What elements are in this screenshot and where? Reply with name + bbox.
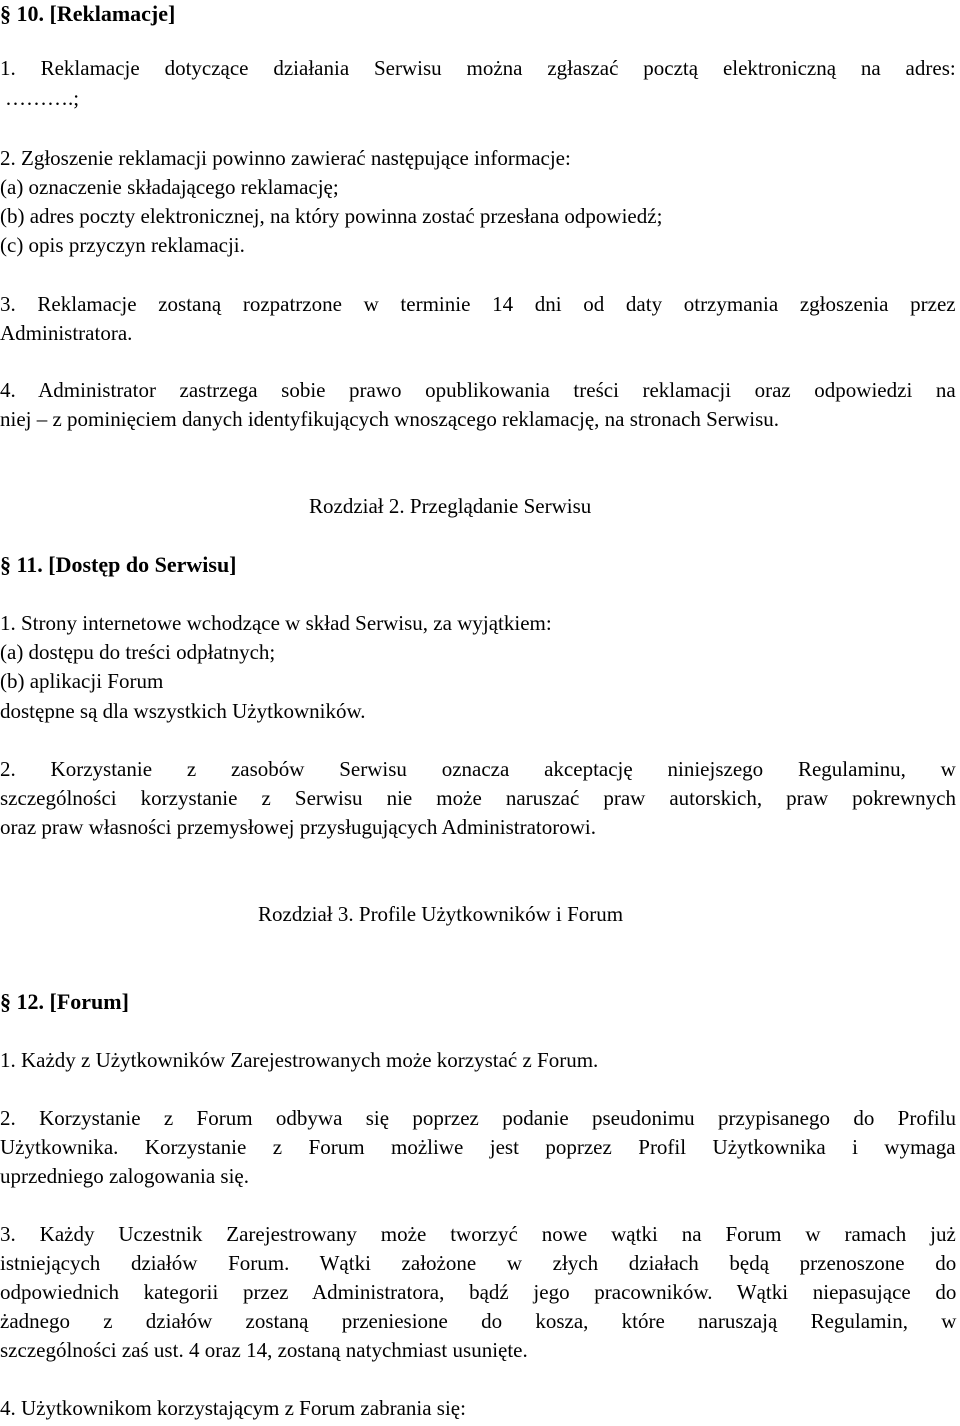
section-10-heading: § 10. [Reklamacje] — [0, 1, 176, 26]
sec10-p1-line1: 1. Reklamacje dotyczące działania Serwisu można zgłaszać pocztą elektroniczną na adres: — [0, 56, 956, 80]
section-11-heading: § 11. [Dostęp do Serwisu] — [0, 552, 237, 577]
sec11-p2-line3: oraz praw własności przemysłowej przysługujących Administratorowi. — [0, 815, 597, 839]
sec12-p3-line5: szczególności zaś ust. 4 oraz 14, zostaną natychmiast usunięte. — [0, 1338, 528, 1362]
sec10-p2-item-c: (c) opis przyczyn reklamacji. — [0, 233, 245, 257]
sec10-p3-line1: 3. Reklamacje zostaną rozpatrzone w terminie 14 dni od daty otrzymania zgłoszenia przez — [0, 292, 956, 316]
sec11-p2-line1: 2. Korzystanie z zasobów Serwisu oznacza akceptację niniejszego Regulaminu, w — [0, 757, 956, 781]
sec11-p1-line1: 1. Strony internetowe wchodzące w skład Serwisu, za wyjątkiem: — [0, 611, 552, 635]
sec12-p3-line3: odpowiednich kategorii przez Administratora, bądź jego pracowników. Wątki niepasujące do — [0, 1280, 957, 1304]
sec10-p4-line2: niej – z pominięciem danych identyfikujących wnoszącego reklamację, na stronach Serwisu. — [0, 407, 780, 431]
sec11-p1-line4: dostępne są dla wszystkich Użytkowników. — [0, 699, 366, 723]
sec12-p1-line1: 1. Każdy z Użytkowników Zarejestrowanych może korzystać z Forum. — [0, 1048, 599, 1072]
sec10-p1-line2: ……….; — [5, 86, 80, 110]
sec10-p2-line1: 2. Zgłoszenie reklamacji powinno zawierać następujące informacje: — [0, 146, 571, 170]
sec12-p2-line2: Użytkownika. Korzystanie z Forum możliwe jest poprzez Profil Użytkownika i wymaga — [0, 1135, 956, 1159]
sec11-p2-line2: szczególności korzystanie z Serwisu nie może naruszać praw autorskich, praw pokrewnych — [0, 786, 956, 810]
section-12-heading: § 12. [Forum] — [0, 989, 129, 1014]
sec10-p4-line1: 4. Administrator zastrzega sobie prawo opublikowania treści reklamacji oraz odpowiedzi na — [0, 378, 956, 402]
sec10-p2-item-a: (a) oznaczenie składającego reklamację; — [0, 175, 339, 199]
chapter-2-title: Rozdział 2. Przeglądanie Serwisu — [309, 494, 592, 518]
sec11-p1-item-a: (a) dostępu do treści odpłatnych; — [0, 640, 276, 664]
chapter-3-title: Rozdział 3. Profile Użytkowników i Forum — [258, 902, 624, 926]
sec12-p3-line1: 3. Każdy Uczestnik Zarejestrowany może tworzyć nowe wątki na Forum w ramach już — [0, 1222, 956, 1246]
sec10-p2-item-b: (b) adres poczty elektronicznej, na który powinna zostać przesłana odpowiedź; — [0, 204, 663, 228]
sec11-p1-item-b: (b) aplikacji Forum — [0, 669, 164, 693]
sec12-p2-line3: uprzedniego zalogowania się. — [0, 1164, 249, 1188]
sec12-p4-line1: 4. Użytkownikom korzystającym z Forum zabrania się: — [0, 1396, 466, 1420]
sec12-p2-line1: 2. Korzystanie z Forum odbywa się poprzez podanie pseudonimu przypisanego do Profilu — [0, 1106, 956, 1130]
sec12-p3-line2: istniejących działów Forum. Wątki założone w złych działach będą przenoszone do — [0, 1251, 957, 1275]
sec10-p3-line2: Administratora. — [0, 321, 133, 345]
sec12-p3-line4: żadnego z działów zostaną przeniesione do kosza, które naruszają Regulamin, w — [0, 1309, 957, 1333]
